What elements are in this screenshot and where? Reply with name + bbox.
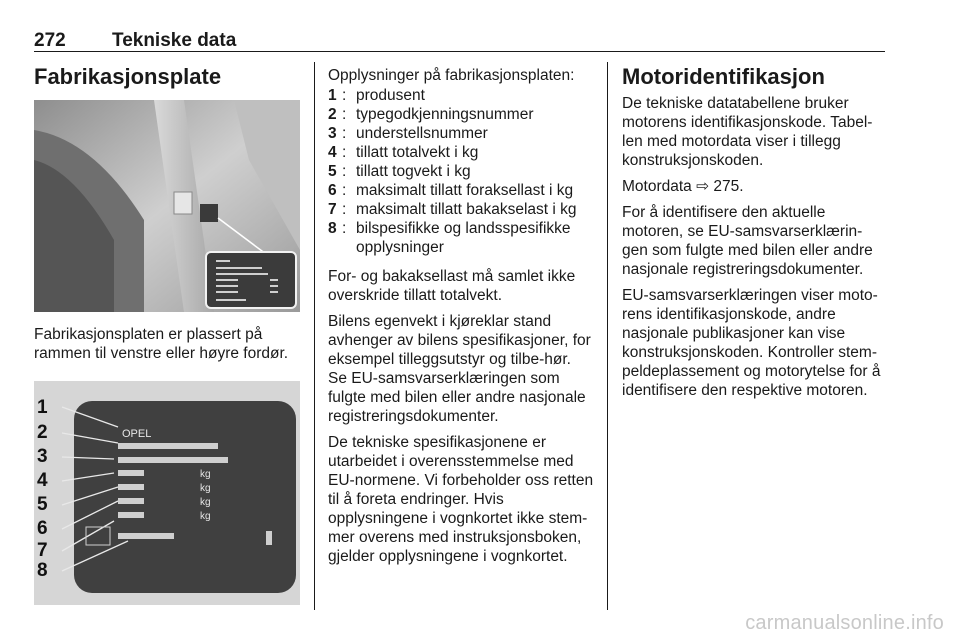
legend-text: understellsnummer: [356, 125, 488, 142]
middle-column: [328, 66, 594, 573]
plate-callout-2: 2: [37, 422, 48, 443]
legend-item: 7 : maksimalt tillatt bakakselast i kg: [328, 200, 594, 219]
axle-load-note: For- og bakaksellast må samlet ikke overskride tillatt totalvekt.: [328, 268, 576, 304]
column-divider-left: [314, 62, 315, 610]
watermark-text: carmanualsonline.info: [745, 612, 944, 634]
legend-number: 8: [328, 220, 337, 237]
legend-text: maksimalt tillatt foraksellast i kg: [356, 182, 574, 199]
legend-text: typegodkjenningsnummer: [356, 106, 534, 123]
right-column: [622, 62, 888, 407]
plate-callout-8: 8: [37, 560, 48, 581]
engine-identify-note: For å identifisere den aktuelle motoren, se EU-samsvarserklærin-gen som fulgte med bilen eller andre nasjonale registreringsdokumenter.: [622, 204, 873, 278]
legend-number: 6: [328, 182, 337, 199]
plate-legend: [328, 86, 594, 257]
door-frame-photo: [34, 100, 300, 312]
engine-data-reference: Motordata ⇨ 275.: [622, 178, 744, 195]
legend-item: 4 : tillatt totalvekt i kg: [328, 143, 594, 162]
legend-text: bilspesifikke og landsspesifikke opplysninger: [356, 220, 571, 256]
plate-callout-4: 4: [37, 470, 48, 491]
plate-location-caption: Fabrikasjonsplaten er plassert på rammen til venstre eller høyre fordør.: [34, 326, 289, 362]
engine-id-intro: De tekniske datatabellene bruker motorens identifikasjonskode. Tabel-len med motordata viser i tillegg konstruksjonskoden.: [622, 95, 873, 169]
legend-text: tillatt totalvekt i kg: [356, 144, 479, 161]
legend-text: tillatt togvekt i kg: [356, 163, 471, 180]
plate-brand-text: OPEL: [122, 428, 152, 440]
column-divider-right: [607, 62, 608, 610]
plate-unit-7: kg: [200, 511, 211, 522]
plate-callout-1: 1: [37, 397, 48, 418]
plate-unit-5: kg: [200, 483, 211, 494]
identification-plate-svg: [34, 381, 300, 605]
page-number: 272: [34, 30, 66, 51]
legend-text: maksimalt tillatt bakakselast i kg: [356, 201, 577, 218]
legend-number: 5: [328, 163, 337, 180]
section-heading-fabrikasjonsplate: Fabrikasjonsplate: [34, 64, 222, 89]
legend-item: 6 : maksimalt tillatt foraksellast i kg: [328, 181, 594, 200]
header-rule: [34, 51, 885, 52]
plate-callout-3: 3: [37, 446, 48, 467]
legend-item: 2 : typegodkjenningsnummer: [328, 105, 594, 124]
plate-callout-6: 6: [37, 518, 48, 539]
legend-number: 3: [328, 125, 337, 142]
legend-number: 4: [328, 144, 337, 161]
identification-plate-illustration: [34, 381, 300, 605]
plate-unit-6: kg: [200, 497, 211, 508]
plate-callout-5: 5: [37, 494, 48, 515]
door-frame-illustration: [34, 100, 300, 312]
chapter-title: Tekniske data: [112, 30, 237, 51]
curb-weight-note: Bilens egenvekt i kjøreklar stand avhenger av bilens spesifikasjoner, for eksempel tilleggsutstyr og tilbe-hør. Se EU-samsvarserklæringen som fulgte med bilen eller andre nasjonale registreringsdokumenter.: [328, 313, 591, 425]
legend-number: 7: [328, 201, 337, 218]
legend-number: 2: [328, 106, 337, 123]
legend-item: 3 : understellsnummer: [328, 124, 594, 143]
left-column: [34, 62, 300, 605]
plate-info-intro: Opplysninger på fabrikasjonsplaten:: [328, 67, 575, 84]
section-heading-motoridentifikasjon: Motoridentifikasjon: [622, 64, 825, 89]
legend-text: produsent: [356, 87, 425, 104]
legend-item: 1 : produsent: [328, 86, 594, 105]
specifications-note: De tekniske spesifikasjonene er utarbeidet i overensstemmelse med EU-normene. Vi forbeholder oss retten til å foreta endringer. Hvis opplysningene i vognkortet ikke stem-mer overens med instruksjonsboken, gjelder opplysningene i vognkortet.: [328, 434, 594, 565]
plate-callout-7: 7: [37, 540, 48, 561]
plate-unit-4: kg: [200, 469, 211, 480]
engine-declaration-note: EU-samsvarserklæringen viser moto-rens identifikasjonskode, andre nasjonale publikasjoner kan vise konstruksjonskoden. Kontroller stem-peldeplassement og motorytelse for å identifisere den respektive motoren.: [622, 287, 881, 399]
legend-number: 1: [328, 87, 337, 104]
legend-item: 5 : tillatt togvekt i kg: [328, 162, 594, 181]
legend-item: 8 : bilspesifikke og landsspesifikke opplysninger: [328, 219, 594, 257]
